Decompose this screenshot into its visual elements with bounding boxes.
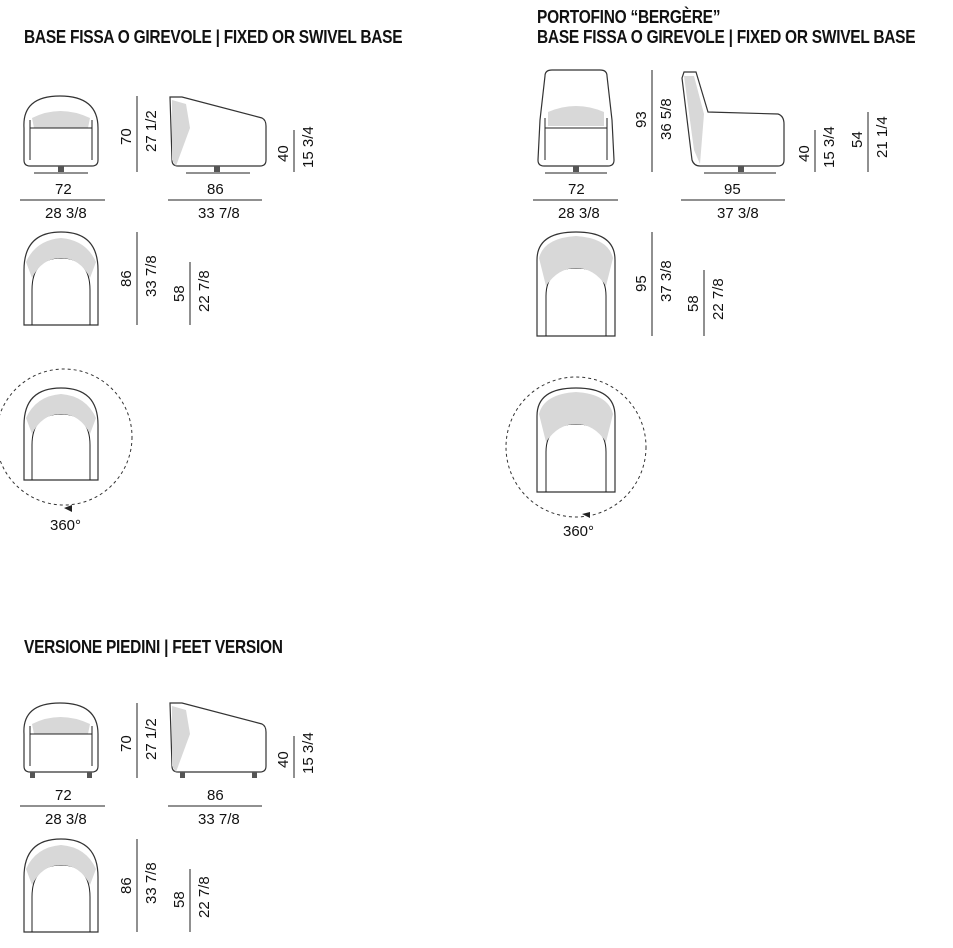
dim-text: 37 3/8 [658, 260, 675, 302]
bergere-front-view [538, 70, 614, 173]
dim-text: 33 7/8 [198, 205, 240, 222]
swivel-height-dim [118, 96, 160, 172]
dim-text: 22 7/8 [196, 876, 213, 918]
bergere-top-view [537, 232, 615, 336]
dim-text: 86 [207, 181, 224, 198]
dim-text: 28 3/8 [45, 811, 87, 828]
dim-text: 15 3/4 [821, 126, 838, 168]
swivel-front-width-dim [20, 181, 105, 222]
rotation-label: 360° [563, 523, 595, 540]
dim-text: 86 [118, 270, 135, 287]
dim-text: 40 [275, 145, 292, 162]
dim-text: 27 1/2 [143, 110, 160, 152]
bergere-seat-height-dim [796, 126, 838, 172]
dim-text: 95 [724, 181, 741, 198]
dim-text: 70 [118, 128, 135, 145]
dim-text: 33 7/8 [198, 811, 240, 828]
dim-text: 15 3/4 [300, 126, 317, 168]
dim-text: 95 [633, 275, 650, 292]
dim-text: 54 [849, 131, 866, 148]
dim-text: 40 [796, 145, 813, 162]
dim-text: 22 7/8 [196, 270, 213, 312]
dim-text: 58 [171, 285, 188, 302]
bergere-top-depth-dim [633, 232, 675, 336]
feet-side-view [170, 703, 266, 778]
swivel-seat-height-dim [275, 126, 317, 172]
heading-bergere-title: PORTOFINO “BERGÈRE” [537, 7, 721, 27]
dim-text: 58 [171, 891, 188, 908]
bergere-seat-depth-dim [685, 270, 727, 336]
feet-top-depth-dim [118, 839, 160, 932]
dim-text: 33 7/8 [143, 862, 160, 904]
feet-height-dim [118, 703, 160, 778]
dim-text: 15 3/4 [300, 732, 317, 774]
feet-side-depth-dim [168, 787, 262, 828]
dim-text: 21 1/4 [874, 116, 891, 158]
swivel-rotation-view [0, 369, 132, 534]
bergere-rotation-view [506, 377, 646, 540]
bergere-arm-height-dim [849, 112, 891, 172]
dim-text: 27 1/2 [143, 718, 160, 760]
bergere-side-view [682, 72, 784, 173]
dim-text: 72 [568, 181, 585, 198]
heading-feet: VERSIONE PIEDINI | FEET VERSION [24, 637, 283, 657]
swivel-top-depth-dim [118, 232, 160, 325]
swivel-seat-depth-dim [171, 262, 213, 325]
dim-text: 72 [55, 181, 72, 198]
dim-text: 93 [633, 111, 650, 128]
swivel-side-view [170, 97, 266, 173]
heading-bergere-sub: BASE FISSA O GIREVOLE | FIXED OR SWIVEL BASE [537, 27, 916, 47]
feet-seat-height-dim [275, 732, 317, 778]
swivel-top-view [24, 232, 98, 325]
feet-front-width-dim [20, 787, 105, 828]
dim-text: 70 [118, 735, 135, 752]
heading-swivel: BASE FISSA O GIREVOLE | FIXED OR SWIVEL BASE [24, 27, 403, 47]
dim-text: 40 [275, 751, 292, 768]
swivel-side-depth-dim [168, 181, 262, 222]
swivel-front-view [24, 96, 98, 173]
bergere-front-width-dim [533, 181, 618, 222]
dim-text: 86 [207, 787, 224, 804]
feet-front-view [24, 703, 98, 778]
dim-text: 33 7/8 [143, 255, 160, 297]
dim-text: 58 [685, 295, 702, 312]
bergere-side-depth-dim [681, 181, 785, 222]
feet-seat-depth-dim [171, 869, 213, 932]
dim-text: 86 [118, 877, 135, 894]
dim-text: 28 3/8 [558, 205, 600, 222]
feet-top-view [24, 839, 98, 932]
dim-text: 37 3/8 [717, 205, 759, 222]
dim-text: 72 [55, 787, 72, 804]
rotation-label: 360° [50, 517, 82, 534]
dim-text: 36 5/8 [658, 98, 675, 140]
dim-text: 28 3/8 [45, 205, 87, 222]
bergere-height-dim [633, 70, 675, 172]
dim-text: 22 7/8 [710, 278, 727, 320]
